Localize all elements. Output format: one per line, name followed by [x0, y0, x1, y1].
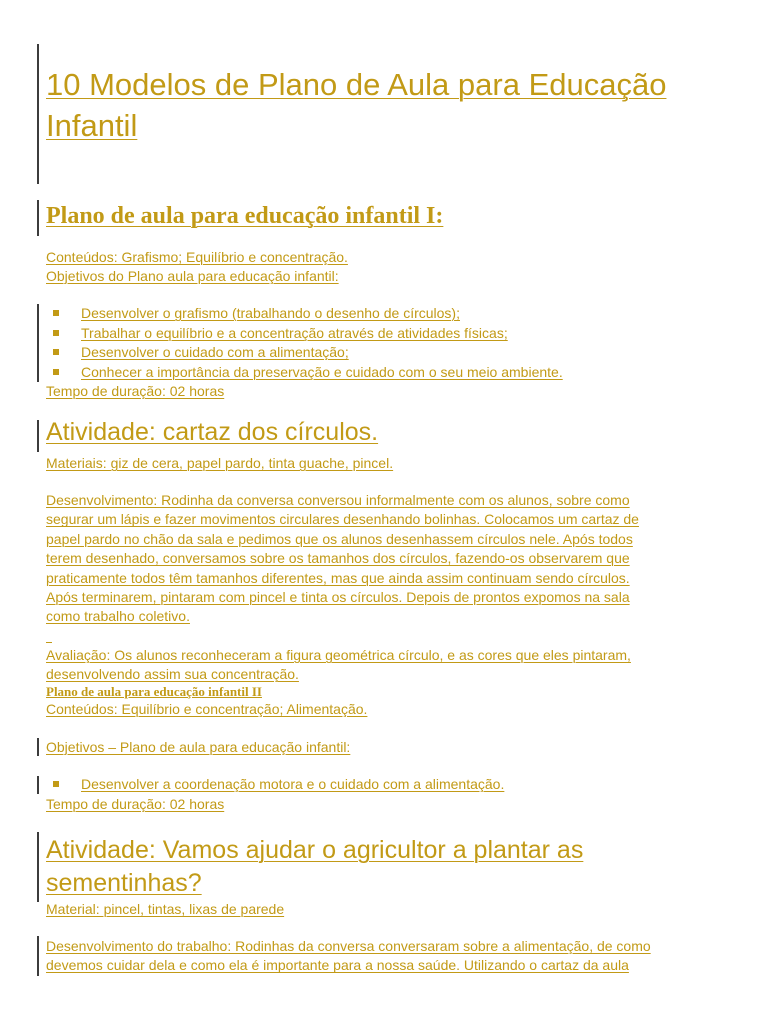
block-marker — [37, 420, 39, 452]
plan-2-objectives-list — [46, 775, 504, 795]
plan-2-desenvolvimento[interactable]: Desenvolvimento do trabalho: Rodinhas da conversa conversaram sobre a alimentação, de como devemos cuidar dela e como ela é importante para a nossa saúde. Utilizando o cartaz da aula — [46, 938, 651, 974]
plan-1-conteudos[interactable]: Conteúdos: Grafismo; Equilíbrio e concentração. — [46, 249, 348, 265]
bullet-icon — [53, 349, 59, 355]
plan-2-atividade-heading-line-2[interactable]: sementinhas? — [46, 869, 202, 897]
plan-1-duracao[interactable]: Tempo de duração: 02 horas — [46, 383, 225, 399]
plan-2-atividade-heading-line-1[interactable]: Atividade: Vamos ajudar o agricultor a plantar as — [46, 836, 584, 864]
plan-1-desenvolvimento[interactable]: Desenvolvimento: Rodinha da conversa conversou informalmente com os alunos, sobre como segurar um lápis e fazer movimentos circulares desenhando bolinhas. Colocamos um cartaz de papel pardo no chão da sala e pedimos que os alunos desenhassem círculos nele. Após todos terem desenhado, conversamos sobre os tamanhos dos círculos, fazendo-os observarem que praticamente todos têm tamanhos diferentes, mas que ainda assim continuam sendo círculos. Após terminarem, pintaram com pincel e tinta os círculos. Depois de prontos expomos na sala como trabalho coletivo. — [46, 492, 639, 625]
spacer-underline — [46, 628, 52, 643]
list-item[interactable]: Desenvolver a coordenação motora e o cuidado com a alimentação. — [46, 775, 504, 795]
plan-1-materiais[interactable]: Materiais: giz de cera, papel pardo, tinta guache, pincel. — [46, 455, 394, 471]
block-marker — [37, 200, 39, 236]
block-marker — [37, 304, 39, 382]
plan-1-atividade-heading[interactable]: Atividade: cartaz dos círculos. — [46, 418, 379, 446]
bullet-icon — [53, 781, 59, 787]
plan-2-heading[interactable]: Plano de aula para educação infantil II — [46, 684, 262, 699]
plan-2-objetivos[interactable]: Objetivos – Plano de aula para educação infantil: — [46, 739, 351, 755]
bullet-icon — [53, 310, 59, 316]
list-item[interactable]: Desenvolver o grafismo (trabalhando o desenho de círculos); — [46, 304, 563, 324]
list-item[interactable]: Conhecer a importância da preservação e cuidado com o seu meio ambiente. — [46, 363, 563, 383]
block-marker — [37, 936, 39, 976]
page-title-line-2[interactable]: Infantil — [46, 108, 138, 143]
plan-1-objetivos[interactable]: Objetivos do Plano aula para educação infantil: — [46, 268, 339, 284]
plan-2-conteudos[interactable]: Conteúdos: Equilíbrio e concentração; Alimentação. — [46, 701, 368, 717]
plan-1-objectives-list — [46, 304, 563, 382]
bullet-icon — [53, 330, 59, 336]
plan-1-heading[interactable]: Plano de aula para educação infantil I: — [46, 203, 444, 229]
block-marker — [37, 738, 39, 756]
list-item[interactable]: Desenvolver o cuidado com a alimentação; — [46, 343, 563, 363]
list-item[interactable]: Trabalhar o equilíbrio e a concentração através de atividades físicas; — [46, 324, 563, 344]
bullet-icon — [53, 369, 59, 375]
plan-2-material[interactable]: Material: pincel, tintas, lixas de parede — [46, 901, 285, 917]
block-marker — [37, 832, 39, 902]
page-title-line-1[interactable]: 10 Modelos de Plano de Aula para Educação — [46, 67, 667, 102]
plan-2-duracao[interactable]: Tempo de duração: 02 horas — [46, 796, 225, 812]
plan-1-avaliacao[interactable]: Avaliação: Os alunos reconheceram a figura geométrica círculo, e as cores que eles pintaram, desenvolvendo assim sua concentração. — [46, 647, 631, 683]
block-marker — [37, 44, 39, 184]
block-marker — [37, 776, 39, 794]
